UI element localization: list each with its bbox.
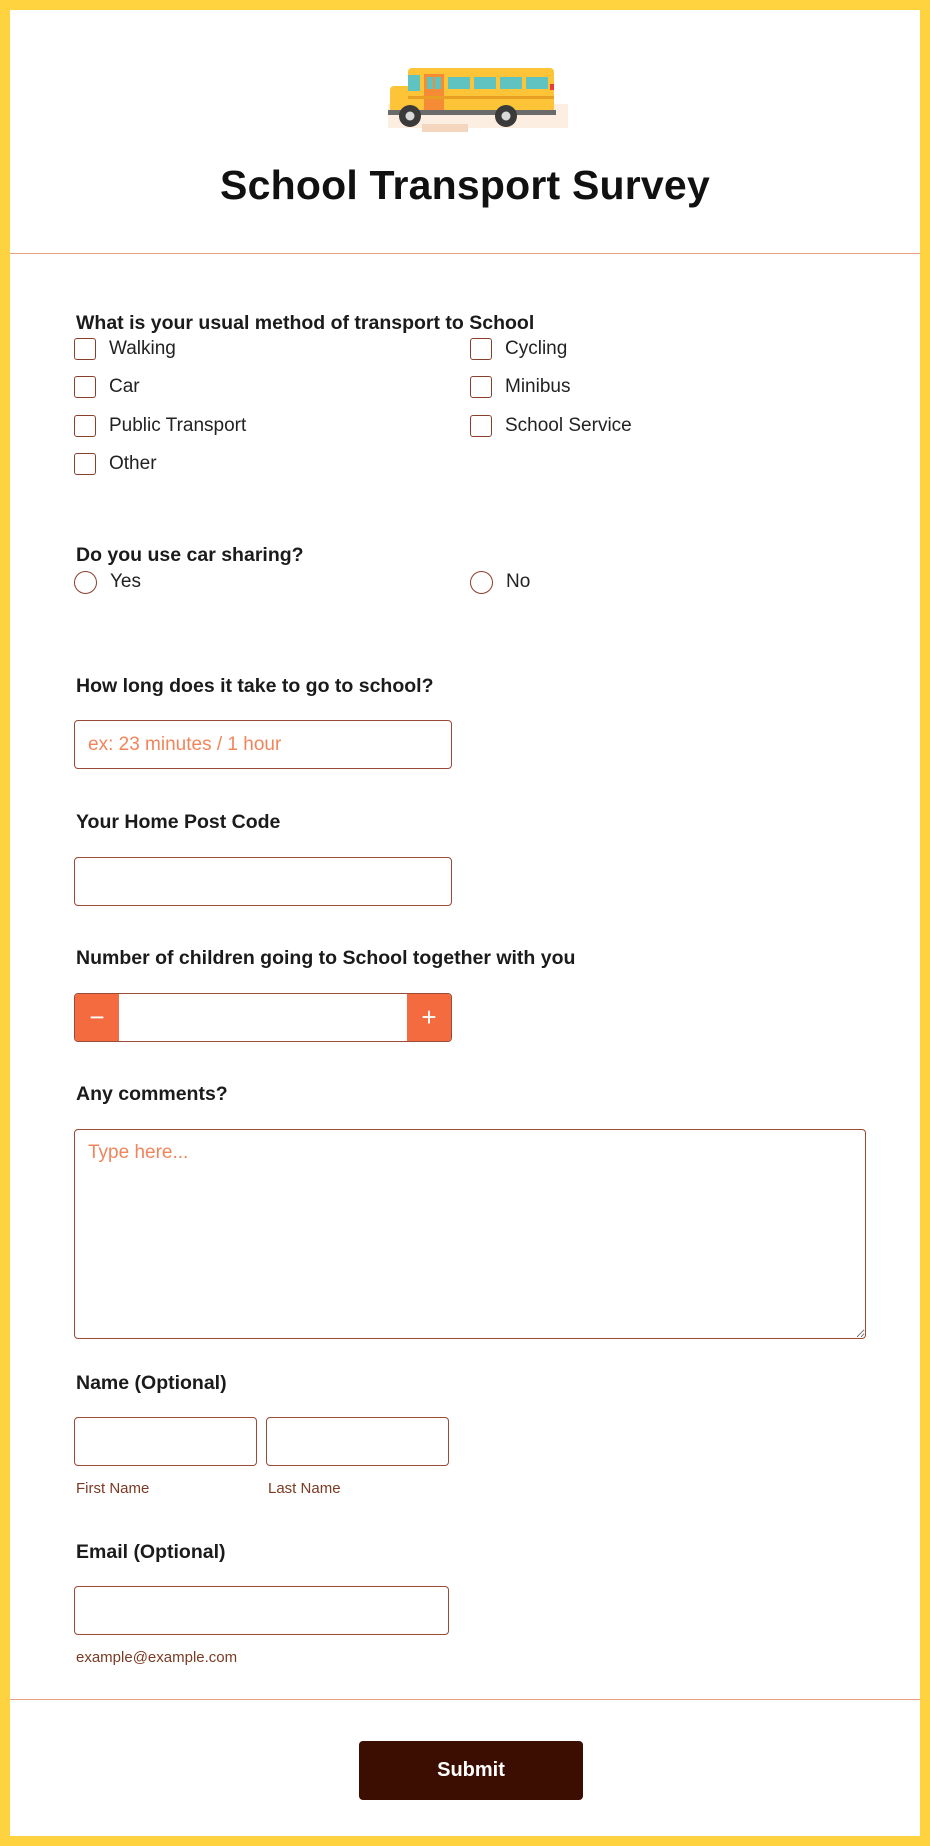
children-count-label: Number of children going to School together with you bbox=[76, 947, 576, 969]
option-label: Cycling bbox=[505, 338, 568, 359]
option-car[interactable] bbox=[74, 373, 140, 401]
last-name-input[interactable] bbox=[266, 1417, 449, 1466]
option-label: Car bbox=[109, 376, 140, 397]
post-code-input[interactable] bbox=[74, 857, 452, 906]
email-input[interactable] bbox=[74, 1586, 449, 1635]
increment-button[interactable]: + bbox=[407, 994, 451, 1041]
checkbox[interactable] bbox=[470, 415, 492, 437]
children-count-input[interactable] bbox=[119, 994, 407, 1041]
option-school-service[interactable] bbox=[470, 412, 632, 440]
travel-time-input[interactable] bbox=[74, 720, 452, 769]
option-cycling[interactable] bbox=[470, 335, 567, 363]
option-minibus[interactable] bbox=[470, 373, 570, 401]
option-other[interactable] bbox=[74, 450, 157, 478]
name-label: Name (Optional) bbox=[76, 1372, 227, 1394]
first-name-input[interactable] bbox=[74, 1417, 257, 1466]
travel-time-label: How long does it take to go to school? bbox=[76, 675, 434, 697]
option-label: Other bbox=[109, 453, 157, 474]
submit-button[interactable]: Submit bbox=[359, 1741, 583, 1800]
option-label: No bbox=[506, 571, 531, 592]
option-label: Walking bbox=[109, 338, 176, 359]
option-label: Public Transport bbox=[109, 415, 247, 436]
comments-label: Any comments? bbox=[76, 1083, 228, 1105]
comments-textarea[interactable] bbox=[74, 1129, 866, 1339]
checkbox[interactable] bbox=[74, 376, 96, 398]
radio-yes[interactable] bbox=[74, 568, 141, 596]
decrement-button[interactable]: − bbox=[75, 994, 119, 1041]
form-header bbox=[10, 10, 920, 254]
option-label: School Service bbox=[505, 415, 632, 436]
checkbox[interactable] bbox=[470, 376, 492, 398]
post-code-label: Your Home Post Code bbox=[76, 811, 281, 833]
checkbox[interactable] bbox=[74, 453, 96, 475]
first-name-sublabel: First Name bbox=[76, 1480, 150, 1497]
email-label: Email (Optional) bbox=[76, 1541, 226, 1563]
checkbox[interactable] bbox=[74, 415, 96, 437]
school-bus-icon bbox=[388, 60, 568, 135]
form-body bbox=[10, 254, 920, 1700]
last-name-sublabel: Last Name bbox=[268, 1480, 341, 1497]
radio-no[interactable] bbox=[470, 568, 530, 596]
email-sublabel: example@example.com bbox=[76, 1649, 238, 1666]
form-footer bbox=[10, 1700, 920, 1836]
radio-button[interactable] bbox=[74, 571, 97, 594]
option-label: Minibus bbox=[505, 376, 571, 397]
option-label: Yes bbox=[110, 571, 141, 592]
form-container bbox=[10, 10, 920, 1836]
car-sharing-label: Do you use car sharing? bbox=[76, 544, 304, 566]
option-walking[interactable] bbox=[74, 335, 176, 363]
children-count-stepper bbox=[74, 993, 452, 1042]
radio-button[interactable] bbox=[470, 571, 493, 594]
page-title: School Transport Survey bbox=[220, 162, 710, 208]
checkbox[interactable] bbox=[74, 338, 96, 360]
option-public-transport[interactable] bbox=[74, 412, 246, 440]
transport-method-label: What is your usual method of transport to School bbox=[76, 312, 535, 334]
checkbox[interactable] bbox=[470, 338, 492, 360]
